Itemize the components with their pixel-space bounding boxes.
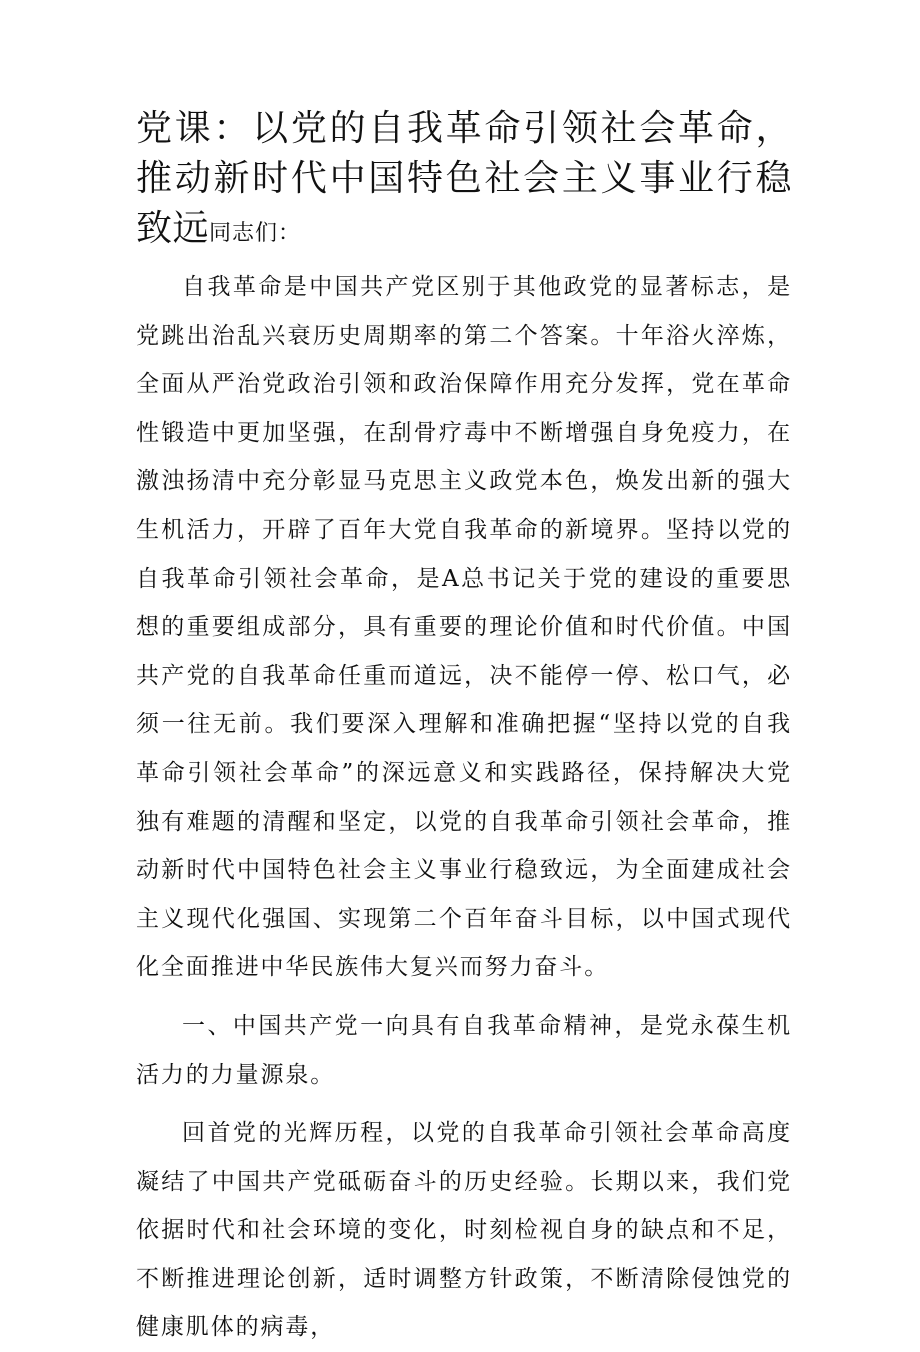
body-paragraph-1: 自我革命是中国共产党区别于其他政党的显著标志，是党跳出治乱兴衰历史周期率的第二个答案。十年浴火淬炼，全面从严治党政治引领和政治保障作用充分发挥，党在革命性锻造中更加坚强，在刮骨疗毒中不断增强自身免疫力，在激浊扬清中充分彰显马克思主义政党本色，焕发出新的强大生机活力，开辟了百年大党自我革命的新境界。坚持以党的自我革命引领社会革命，是A总书记关于党的建设的重要思想的重要组成部分，具有重要的理论价值和时代价值。中国共产党的自我革命任重而道远，决不能停一停、松口气，必须一往无前。我们要深入理解和准确把握“坚持以党的自我革命引领社会革命”的深远意义和实践路径，保持解决大党独有难题的清醒和坚定，以党的自我革命引领社会革命，推动新时代中国特色社会主义事业行稳致远，为全面建成社会主义现代化强国、实现第二个百年奋斗目标，以中国式现代化全面推进中华民族伟大复兴而努力奋斗。: [136, 274, 792, 981]
section-heading-1: 一、中国共产党一向具有自我革命精神，是党永葆生机活力的力量源泉。: [136, 1012, 792, 1088]
document-title: [136, 104, 792, 259]
title-text: 党课：以党的自我革命引领社会革命，推动新时代中国特色社会主义事业行稳致远: [136, 108, 792, 249]
document-page: [136, 104, 792, 1352]
body-paragraph-2: 回首党的光辉历程，以党的自我革命引领社会革命高度凝结了中国共产党砥砺奋斗的历史经验。长期以来，我们党依据时代和社会环境的变化，时刻检视自身的缺点和不足，不断推进理论创新，适时调整方针政策，不断清除侵蚀党的健康肌体的病毒，: [136, 1120, 792, 1341]
greeting-text: 同志们：: [209, 221, 302, 246]
